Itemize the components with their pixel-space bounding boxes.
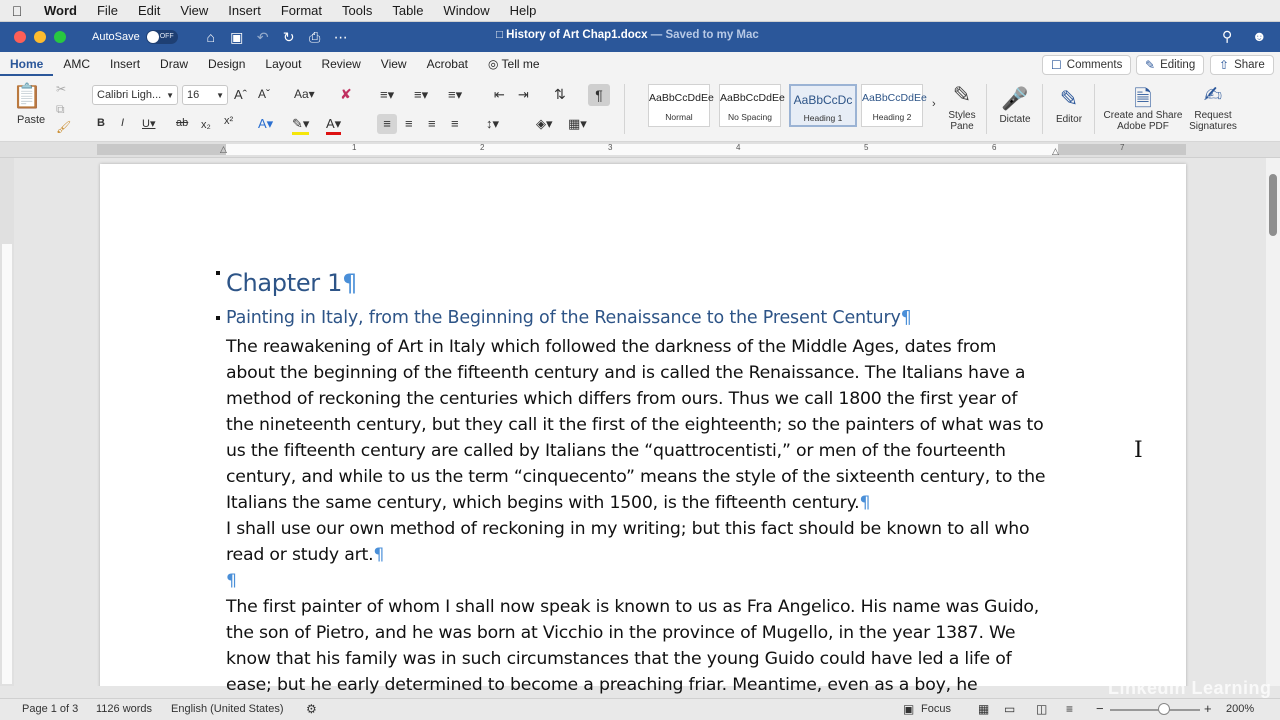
dictate-label: Dictate [999,114,1031,125]
tell-me-search[interactable] [478,52,550,76]
create-share-pdf-label: Create and Share Adobe PDF [1103,110,1183,132]
pdf-icon: 🗎 [1134,86,1152,111]
outline-view-icon[interactable]: ≡ [1066,702,1074,716]
print-layout-icon[interactable]: ▭ [1004,702,1016,716]
signature-icon: ✍ [1203,82,1223,107]
page-count[interactable]: Page 1 of 3 [22,703,79,715]
editor-button[interactable] [1050,86,1088,125]
autosave-toggle[interactable] [146,30,178,44]
show-formatting-marks-button[interactable]: ¶ [588,84,610,106]
heading-2-text: Painting in Italy, from the Beginning of the Renaissance to the Present Century [226,308,901,328]
menu-help[interactable]: Help [509,3,537,18]
style-normal[interactable] [648,84,714,127]
ruler-number: 2 [480,143,485,152]
ruler-number: 1 [352,143,357,152]
text-line: about the beginning of the fifteenth century and is called the Renaissance. The Italians have a [226,363,1026,383]
vertical-scrollbar[interactable] [1266,158,1280,686]
subscript-icon[interactable]: x₂ [201,119,211,131]
italic-icon[interactable]: I [121,117,125,129]
share-button[interactable] [1210,55,1274,75]
menu-insert[interactable]: Insert [228,3,261,18]
tab-design[interactable]: Design [208,57,246,71]
create-share-pdf-button[interactable] [1100,82,1186,132]
style-heading-2[interactable] [861,84,927,127]
heading-1-text: Chapter 1 [226,269,343,297]
text-line: the son of Pietro, and he was born at Vicchio in the province of Mugello, in the year 1387. We [226,623,1016,643]
bold-icon[interactable]: B [97,117,105,129]
style-name: Normal [665,112,693,122]
saved-status: — Saved to my Mac [650,29,759,41]
text-line-last [226,490,1066,516]
language[interactable]: English (United States) [171,703,284,715]
align-left-icon[interactable]: ≡ [377,114,397,134]
tell-me-label: Tell me [501,57,540,71]
tab-layout[interactable]: Layout [265,57,302,71]
align-right-icon[interactable]: ≡ [428,116,436,131]
zoom-level[interactable]: 200% [1226,703,1255,715]
font-size-value: 16 [187,89,200,101]
heading-2-paragraph[interactable] [226,308,1066,328]
save-icon[interactable]: ▣ [230,28,244,45]
ruler-number: 6 [992,143,997,152]
menu-view[interactable]: View [180,3,209,18]
doc-icon: □ [496,29,503,41]
ruler-number: 4 [736,143,741,152]
focus-label[interactable]: Focus [921,703,951,715]
comments-button[interactable] [1042,55,1131,75]
style-name: Heading 1 [803,113,843,123]
text-line: ease; but he early determined to become a preaching friar. Meantime, even as a boy, he [226,675,978,695]
pilcrow-mark: ¶ [900,308,912,328]
zoom-slider[interactable] [1110,709,1200,711]
decrease-indent-icon[interactable]: ⇤ [494,87,505,102]
highlight-icon[interactable]: ✎▾ [292,116,309,135]
request-signatures-button[interactable] [1188,82,1238,132]
tab-view[interactable]: View [380,57,407,71]
ribbon-separator [986,84,987,134]
menu-bar [0,0,1280,22]
accessibility-icon[interactable]: ⚙ [306,702,317,716]
paragraph-mark-bullet [216,271,220,275]
ribbon-home [0,76,1280,142]
pencil-icon: ✎ [1145,58,1156,72]
text-line: The reawakening of Art in Italy which followed the darkness of the Middle Ages, dates from [226,337,997,357]
font-size-select[interactable] [182,85,228,105]
read-mode-icon[interactable]: ▦ [978,702,990,716]
editor-icon: ✎ [1059,86,1079,111]
close-window-button[interactable] [14,31,26,43]
style-heading-1[interactable] [789,84,857,127]
undo-icon[interactable]: ↶ [256,28,269,45]
menu-window[interactable]: Window [443,3,490,18]
menu-format[interactable]: Format [280,3,322,18]
clear-formatting-icon[interactable]: ✘ [340,86,352,102]
web-layout-icon[interactable]: ◫ [1036,702,1048,716]
tab-amc[interactable]: AMC [63,57,91,71]
body-paragraph-1[interactable] [226,334,1066,698]
change-case-icon[interactable]: Aa▾ [294,87,315,101]
more-icon[interactable]: ⋯ [333,28,348,45]
redo-icon[interactable]: ↻ [282,28,295,45]
style-sample: AaBbCcDdEe [720,92,785,104]
text-line: Italians the same century, which begins with 1500, is the fifteenth century. [226,493,860,513]
text-line: us the fifteenth century are called by Italians the “quattrocentisti,” or men of the fourteenth [226,441,1006,461]
ruler-number: 5 [864,143,869,152]
pilcrow-mark: ¶ [342,269,358,297]
text-line: The first painter of whom I shall now speak is known to us as Fra Angelico. His name was Guido, [226,597,1040,617]
text-line-last [226,542,1066,568]
styles-pane-icon: ✎ [952,82,972,107]
dictate-button[interactable] [994,86,1036,125]
text-line: the nineteenth century, but they call it the first of the eighteenth; so the painters of what was to [226,415,1044,435]
numbering-icon[interactable]: ≡▾ [414,87,429,102]
autosave-state: OFF [159,33,174,40]
document-name: History of Art Chap1.docx [506,29,648,41]
share-label: Share [1234,59,1265,71]
pilcrow-mark: ¶ [226,571,237,591]
increase-indent-icon[interactable]: ⇥ [518,87,529,102]
strikethrough-icon[interactable]: ab [176,117,189,129]
print-icon[interactable]: ⎙ [309,28,321,45]
horizontal-ruler[interactable] [0,142,1280,158]
text-effects-icon[interactable]: A▾ [258,116,274,131]
shading-icon[interactable]: ◈▾ [536,116,553,131]
tab-insert[interactable]: Insert [110,57,141,71]
autosave-label: AutoSave [92,31,140,43]
minimize-window-button[interactable] [34,31,46,43]
ibeam-cursor-icon: I [1134,438,1143,463]
document-title [496,29,759,41]
sort-icon[interactable]: ⇅ [554,86,566,102]
zoom-in-icon[interactable]: + [1204,701,1212,716]
right-indent-marker-icon[interactable]: △ [1052,146,1059,156]
text-line: method of reckoning the centuries which differs from ours. Thus we call 1800 the first year of [226,389,1018,409]
grow-font-icon[interactable]: Aˆ [234,87,247,102]
account-icon[interactable]: ☻ [1252,28,1267,44]
bullets-icon[interactable]: ≡▾ [380,87,395,102]
scrollbar-thumb[interactable] [1269,174,1277,236]
heading-1-paragraph[interactable] [226,269,1066,297]
share-icon: ⇧ [1219,58,1230,72]
microphone-icon: 🎤 [1001,86,1029,111]
comments-label: Comments [1066,59,1123,71]
editing-button[interactable] [1136,55,1204,75]
editor-label: Editor [1055,114,1083,125]
ribbon-separator [1094,84,1095,134]
cut-icon[interactable]: ✂ [56,82,67,96]
superscript-icon[interactable]: x² [224,115,234,127]
text-line: read or study art. [226,545,374,565]
word-count[interactable]: 1126 words [96,703,153,715]
linkedin-learning-watermark: LinkedIn Learning [1108,678,1272,698]
underline-icon[interactable]: U▾ [142,118,156,130]
style-name: Heading 2 [872,112,912,122]
ribbon-separator [624,84,625,134]
tab-acrobat[interactable]: Acrobat [426,57,468,71]
borders-icon[interactable]: ▦▾ [568,116,587,131]
pilcrow-mark: ¶ [373,545,385,565]
chevron-down-icon: ▼ [216,90,224,100]
style-no-spacing[interactable] [719,84,785,127]
text-line: I shall use our own method of reckoning in my writing; but this fact should be known to all who [226,519,1030,539]
lightbulb-icon: ◎ [487,57,502,71]
font-name-select[interactable] [92,85,178,105]
paragraph-mark-bullet [216,316,220,320]
status-bar [0,698,1280,720]
menu-table[interactable]: Table [392,3,424,18]
justify-icon[interactable]: ≡ [451,116,459,131]
focus-icon[interactable]: ▣ [903,702,915,716]
font-color-icon[interactable]: A▾ [326,116,341,135]
menu-tools[interactable]: Tools [341,3,373,18]
multilevel-list-icon[interactable]: ≡▾ [448,87,463,102]
shrink-font-icon[interactable]: Aˇ [258,87,270,101]
vertical-ruler-text-area [2,244,12,684]
tab-home[interactable]: Home [0,52,53,76]
pilcrow-mark: ¶ [859,493,871,513]
empty-paragraph [226,568,1066,594]
font-name-value: Calibri Ligh... [97,89,162,101]
ruler-number: 3 [608,143,613,152]
styles-pane-label: Styles Pane [948,110,976,132]
text-line: know that his family was in such circumstances that the young Guido could have led a life of [226,649,1012,669]
comment-icon: ☐ [1051,58,1062,72]
indent-marker-icon[interactable]: △ [220,144,227,154]
line-spacing-icon[interactable]: ↕▾ [486,116,500,131]
tab-draw[interactable]: Draw [160,57,189,71]
style-sample: AaBbCcDdEe [862,92,927,104]
menu-edit[interactable]: Edit [137,3,161,18]
request-signatures-label: Request Signatures [1189,110,1237,132]
style-sample: AaBbCcDc [793,93,853,107]
vertical-ruler[interactable] [0,158,14,686]
ruler-number: 7 [1120,143,1125,152]
home-icon[interactable]: ⌂ [206,29,215,45]
zoom-slider-handle[interactable] [1158,703,1170,715]
tab-review[interactable]: Review [321,57,361,71]
paste-icon[interactable]: 📋 [12,83,42,110]
ribbon-separator [1042,84,1043,134]
editing-label: Editing [1160,59,1196,71]
style-name: No Spacing [728,112,772,122]
paste-label[interactable]: Paste [17,114,46,126]
align-center-icon[interactable]: ≡ [405,116,413,131]
ruler-left-margin [97,144,226,155]
format-painter-icon[interactable]: 🖌 [56,120,72,134]
title-bar [0,22,1280,52]
toggle-knob [147,31,159,43]
styles-pane-button[interactable] [944,82,980,132]
chevron-down-icon: ▼ [166,90,174,100]
zoom-window-button[interactable] [54,31,66,43]
copy-icon[interactable]: ⧉ [56,102,65,116]
search-icon[interactable]: ⚲ [1222,28,1233,44]
menu-app-word[interactable]: Word [44,3,77,18]
text-line: century, and while to us the term “cinquecento” means the style of the sixteenth century, to the [226,467,1046,487]
menu-file[interactable]: File [96,3,118,18]
styles-gallery-more-icon[interactable]: › [932,98,936,110]
ruler-text-area [226,144,1058,155]
apple-menu-icon[interactable] [0,3,34,19]
style-sample: AaBbCcDdEe [649,92,714,104]
zoom-out-icon[interactable]: − [1096,701,1104,716]
